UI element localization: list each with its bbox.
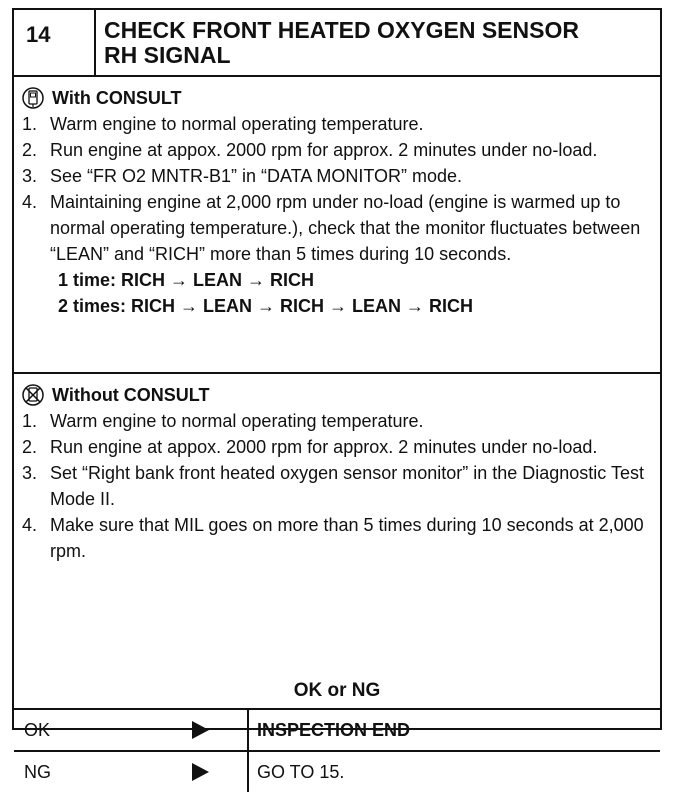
list-item: 3. Set “Right bank front heated oxygen sensor monitor” in the Diagnostic Test Mode II. <box>22 463 644 509</box>
list-item: 2. Run engine at appox. 2000 rpm for approx. 2 minutes under no-load. <box>22 437 598 457</box>
action-inspection-end: INSPECTION END <box>257 719 411 740</box>
sequence-one-time: 1 time: RICH → LEAN → RICH <box>58 270 315 290</box>
result-ng: NG <box>24 761 51 782</box>
list-item: 4. Maintaining engine at 2,000 rpm under no-load (engine is warmed up to normal operating temperature.), check that the monitor fluctuates between “LEAN” and “RICH” more than 5 times during 10 seconds. <box>22 192 641 264</box>
step-title-line2: RH SIGNAL <box>104 42 231 68</box>
with-consult-steps <box>22 111 650 267</box>
step-title <box>96 10 660 75</box>
step-number: 14 <box>14 10 96 75</box>
result-label: OK or NG <box>14 674 660 710</box>
arrow-right-icon <box>192 721 209 739</box>
action-go-to-15: GO TO 15. <box>257 761 345 782</box>
with-consult-section <box>14 77 660 374</box>
diagnostic-step-box <box>12 8 662 782</box>
result-row-ng <box>14 752 660 792</box>
without-consult-section <box>14 374 660 674</box>
no-consult-icon <box>22 384 44 406</box>
list-item: 1. Warm engine to normal operating temperature. <box>22 114 424 134</box>
step-header <box>14 10 660 77</box>
step-title-line1: CHECK FRONT HEATED OXYGEN SENSOR <box>104 17 579 43</box>
without-consult-steps <box>22 408 650 564</box>
arrow-right-icon <box>192 763 209 781</box>
with-consult-heading: With CONSULT <box>52 88 182 108</box>
list-item: 3. See “FR O2 MNTR-B1” in “DATA MONITOR” mode. <box>22 166 463 186</box>
without-consult-heading: Without CONSULT <box>52 385 210 405</box>
sequence-two-times: 2 times: RICH → LEAN → RICH → LEAN → RICH <box>58 296 474 316</box>
result-ok: OK <box>24 719 51 740</box>
list-item: 2. Run engine at appox. 2000 rpm for approx. 2 minutes under no-load. <box>22 140 598 160</box>
list-item: 1. Warm engine to normal operating temperature. <box>22 411 424 431</box>
consult-tool-icon <box>22 87 44 109</box>
list-item: 4. Make sure that MIL goes on more than 5 times during 10 seconds at 2,000 rpm. <box>22 515 644 561</box>
result-row-ok <box>14 710 660 752</box>
